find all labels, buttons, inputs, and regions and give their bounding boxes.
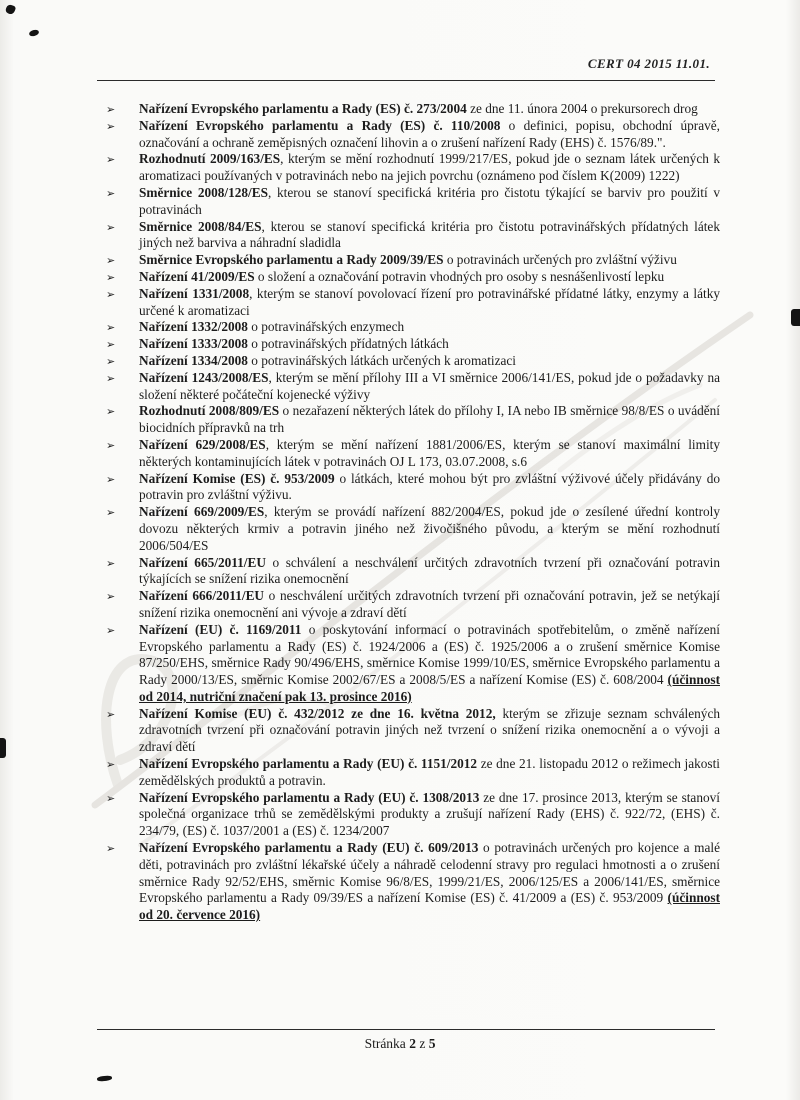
arrow-bullet-icon: ➢ <box>106 220 116 234</box>
regulation-title: Nařízení 1334/2008 <box>139 352 248 368</box>
list-item <box>104 370 720 404</box>
list-item <box>104 403 720 437</box>
regulation-text: o schválení a neschválení určitých zdravotních tvrzení při označování potravin týkajících se snížení rizika onemocnění <box>139 554 720 587</box>
regulation-text: , kterou se stanoví specifická kritéria pro čistotu týkající se barviv pro použití v potravinách <box>139 184 720 217</box>
arrow-bullet-icon: ➢ <box>106 354 116 368</box>
footer-separator: z <box>419 1036 426 1051</box>
arrow-bullet-icon: ➢ <box>106 438 116 452</box>
list-item <box>104 286 720 320</box>
list-item <box>104 790 720 840</box>
header-rule <box>97 80 715 81</box>
regulation-title: Nařízení 669/2009/ES <box>139 504 265 520</box>
page-total: 5 <box>428 1036 436 1051</box>
regulation-title: Nařízení 666/2011/EU <box>139 588 265 604</box>
regulation-text: o poskytování informací o potravinách spotřebitelům, o změně nařízení Evropského parlamentu a Rady (ES) č. 1924/2006 a (ES) č. 1925/2006 a o zrušení směrnice Komise 87/250/EHS, směrnice Rady 90/496/EHS, směrnice Komise 1999/10/ES, směrnice Evropského parlamentu a Rady 2000/13/ES, směrnic Komise 2002/67/ES a 2008/5/ES a nařízení Komise (ES) č. 608/2004 <box>139 621 721 688</box>
regulation-title: Nařízení 1333/2008 <box>139 336 248 352</box>
list-item <box>104 437 720 471</box>
list-item <box>104 151 720 185</box>
regulation-text: kterým se zřizuje seznam schválených zdravotních tvrzení při označování potravin jiných než tvrzení o snížení rizika onemocnění a o vývoji a zdraví dětí <box>139 705 720 755</box>
regulation-text: o neschválení určitých zdravotních tvrzení při označování potravin, jež se netýkají snížení rizika onemocnění ani vývoje a zdraví dětí <box>139 588 720 620</box>
list-item <box>104 353 720 370</box>
regulation-text: ze dne 21. listopadu 2012 o režimech jakosti zemědělských produktů a potravin. <box>139 756 720 788</box>
arrow-bullet-icon: ➢ <box>106 623 116 637</box>
page-footer <box>0 1036 800 1052</box>
regulation-text: , kterým se mění nařízení 1881/2006/ES, kterým se stanoví maximální limity některých kontaminujících látek v potravinách OJ L 173, 03.07.2008, s.6 <box>139 436 720 469</box>
regulation-title: Nařízení 1331/2008 <box>139 285 250 301</box>
list-item <box>104 756 720 790</box>
arrow-bullet-icon: ➢ <box>106 842 116 856</box>
regulation-text: o potravinách určených pro zvláštní výživu <box>443 252 677 268</box>
regulation-text: , kterou se stanoví specifická kritéria pro čistotu potravinářských přídatných látek jiných než barviva a náhradní sladidla <box>139 218 720 251</box>
regulation-title: Nařízení 665/2011/EU <box>139 554 266 570</box>
list-item <box>104 185 720 219</box>
arrow-bullet-icon: ➢ <box>106 556 116 570</box>
scan-artifact <box>28 29 39 37</box>
scan-artifact <box>97 1075 112 1082</box>
list-item <box>104 588 720 622</box>
arrow-bullet-icon: ➢ <box>106 707 116 721</box>
arrow-bullet-icon: ➢ <box>106 338 116 352</box>
arrow-bullet-icon: ➢ <box>106 791 116 805</box>
regulation-text: , kterým se mění rozhodnutí 1999/217/ES, pokud jde o seznam látek určených k aromatizaci používaných v potravinách nebo na jejich povrchu (oznámeno pod číslem K(2009) 1222) <box>139 151 720 184</box>
regulation-text: o potravinářských látkách určených k aromatizaci <box>247 352 516 368</box>
list-item <box>104 269 720 286</box>
regulation-title: Nařízení 1332/2008 <box>139 319 248 335</box>
regulation-title: Směrnice 2008/84/ES <box>139 218 262 234</box>
list-item <box>104 555 720 589</box>
arrow-bullet-icon: ➢ <box>106 270 116 284</box>
regulation-title: Nařízení Evropského parlamentu a Rady (EU) č. 1151/2012 <box>139 756 478 772</box>
arrow-bullet-icon: ➢ <box>106 287 116 301</box>
regulation-text: o potravinářských enzymech <box>247 319 405 335</box>
list-item <box>104 252 720 269</box>
regulation-text: o látkách, které mohou být pro zvláštní výživové účely přidávány do potravin pro zvláštní výživu. <box>139 470 720 503</box>
regulation-title: Nařízení Evropského parlamentu a Rady (ES) č. 273/2004 <box>139 101 467 116</box>
list-item <box>104 840 720 924</box>
regulation-text: o definici, popisu, obchodní úpravě, označování a ochraně zeměpisných označení lihovin a o zrušení nařízení Rady (EHS) č. 1576/89.". <box>139 117 720 150</box>
regulation-title: Nařízení Evropského parlamentu a Rady (ES) č. 110/2008 <box>139 117 501 133</box>
arrow-bullet-icon: ➢ <box>106 371 116 385</box>
regulation-title: Nařízení 1243/2008/ES <box>139 369 269 385</box>
list-item <box>104 471 720 505</box>
regulation-effect-note: (účinnost od 20. července 2016) <box>139 890 720 923</box>
arrow-bullet-icon: ➢ <box>106 103 116 116</box>
arrow-bullet-icon: ➢ <box>106 758 116 772</box>
list-item <box>104 706 720 756</box>
list-item <box>104 101 720 118</box>
list-item <box>104 219 720 253</box>
regulation-text: , kterým se stanoví povolovací řízení pro potravinářské přídatné látky, enzymy a látky určené k aromatizaci <box>139 285 720 318</box>
arrow-bullet-icon: ➢ <box>106 506 116 520</box>
document-reference-code: CERT 04 2015 11.01. <box>587 56 710 71</box>
regulation-text: ze dne 17. prosince 2013, kterým se stanoví společná organizace trhů se zemědělskými produkty a zrušují nařízení Rady (EHS) č. 922/72, (EHS) č. 234/79, (ES) č. 1037/2001 a (ES) č. 1234/2007 <box>139 789 720 839</box>
regulation-text: , kterým se mění přílohy III a VI směrnice 2006/141/ES, pokud jde o požadavky na složení některé počáteční kojenecké výživy <box>139 369 721 402</box>
regulation-text: o potravinářských přídatných látkách <box>247 336 449 352</box>
arrow-bullet-icon: ➢ <box>106 590 116 604</box>
regulation-text: o složení a označování potravin vhodných pro osoby s nesnášenlivostí lepku <box>254 268 665 284</box>
regulation-title: Nařízení Evropského parlamentu a Rady (EU) č. 1308/2013 <box>139 789 480 805</box>
regulation-title: Směrnice 2008/128/ES <box>139 184 269 200</box>
footer-rule <box>97 1029 715 1030</box>
footer-label: Stránka <box>364 1036 406 1051</box>
regulation-title: Nařízení 41/2009/ES <box>139 268 255 284</box>
scan-artifact <box>0 738 6 758</box>
scan-artifact <box>791 309 800 326</box>
regulation-text: ze dne 11. února 2004 o prekursorech drog <box>466 101 698 116</box>
regulation-title: Nařízení 629/2008/ES <box>139 436 266 452</box>
arrow-bullet-icon: ➢ <box>106 186 116 200</box>
regulation-title: Nařízení (EU) č. 1169/2011 <box>139 621 302 637</box>
regulation-title: Rozhodnutí 2009/163/ES <box>139 151 281 167</box>
regulation-title: Nařízení Komise (ES) č. 953/2009 <box>139 470 335 486</box>
arrow-bullet-icon: ➢ <box>106 405 116 419</box>
list-item <box>104 504 720 554</box>
arrow-bullet-icon: ➢ <box>106 119 116 133</box>
regulation-title: Rozhodnutí 2008/809/ES <box>139 403 280 419</box>
regulation-text: o nezařazení některých látek do přílohy I, IA nebo IB směrnice 98/8/ES o uvádění biocidních přípravků na trh <box>139 403 720 436</box>
regulation-title: Nařízení Komise (EU) č. 432/2012 ze dne 16. května 2012, <box>139 705 496 721</box>
regulation-title: Nařízení Evropského parlamentu a Rady (EU) č. 609/2013 <box>139 840 479 856</box>
arrow-bullet-icon: ➢ <box>106 153 116 167</box>
list-item <box>104 622 720 706</box>
arrow-bullet-icon: ➢ <box>106 254 116 268</box>
regulation-text: , kterým se provádí nařízení 882/2004/ES, pokud jde o zesílené úřední kontroly dovozu některých krmiv a potravin jiného než živočišného původu, a kterým se mění rozhodnutí 2006/504/ES <box>139 504 720 553</box>
regulation-list <box>104 101 720 924</box>
regulation-effect-note: (účinnost od 2014, nutriční značení pak 13. prosince 2016) <box>139 672 720 704</box>
scan-artifact <box>5 4 17 16</box>
list-item <box>104 118 720 152</box>
arrow-bullet-icon: ➢ <box>106 472 116 486</box>
page-number: 2 <box>409 1036 416 1051</box>
regulation-text: o potravinách určených pro kojence a malé děti, potravinách pro zvláštní lékařské účely a náhradě celodenní stravy pro regulaci hmotnosti a o zrušení směrnice Rady 92/52/EHS, směrnic Komise 96/8/ES, 1999/21/ES, 2006/125/ES a 2006/141/ES, směrnice Evropského parlamentu a Rady 09/39/ES a nařízení Komise (ES) č. 41/2009 a (ES) č. 953/2009 <box>139 840 720 906</box>
arrow-bullet-icon: ➢ <box>106 321 116 335</box>
regulation-title: Směrnice Evropského parlamentu a Rady 2009/39/ES <box>139 252 444 268</box>
list-item <box>104 319 720 336</box>
list-item <box>104 336 720 353</box>
